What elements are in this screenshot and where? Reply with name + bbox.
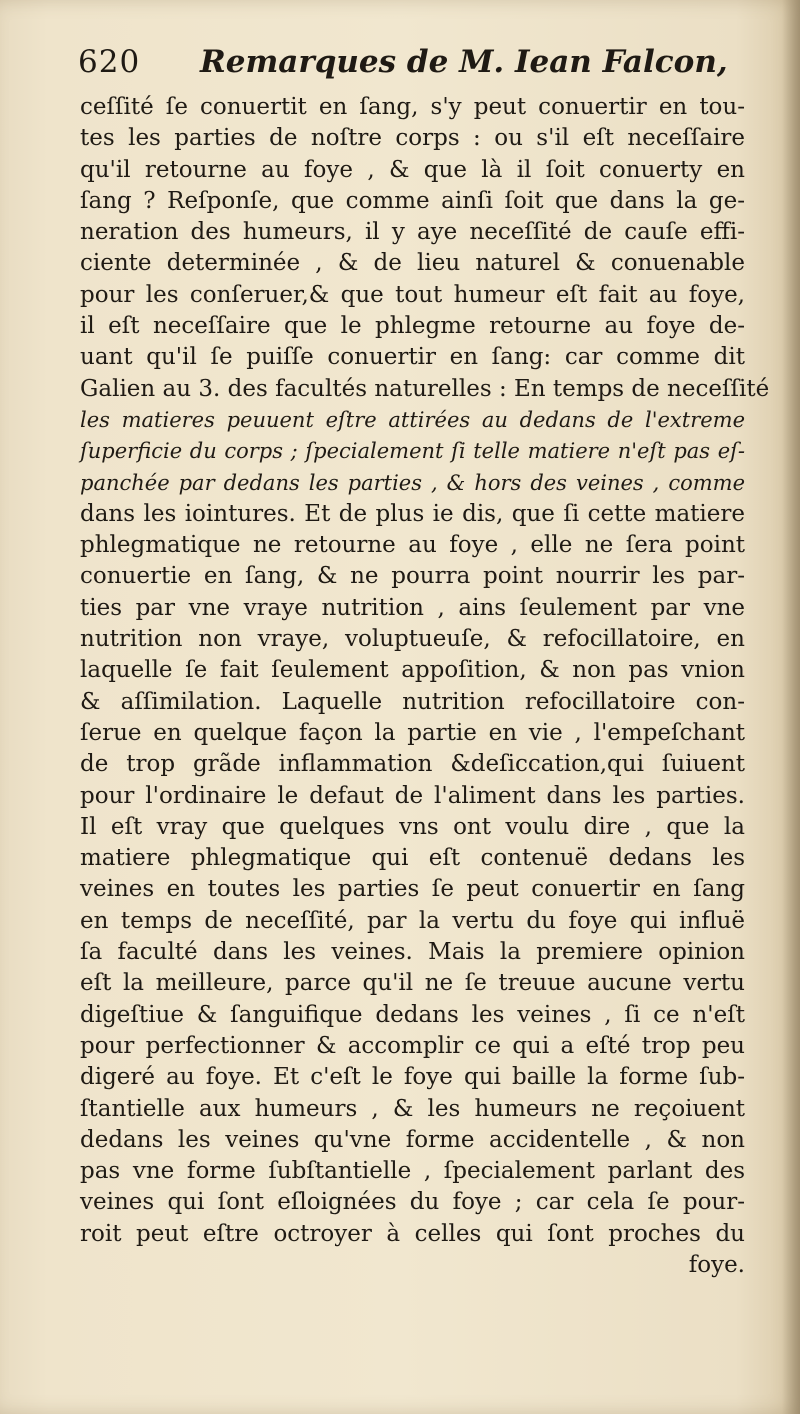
running-head	[78, 44, 758, 94]
text-line: tes les parties de noſtre corps : ou s'il eſt neceſſaire	[80, 125, 745, 152]
text-line: Galien au 3. des facultés naturelles : En temps de neceſſité	[80, 375, 770, 402]
text-line: ſa faculté dans les veines. Mais la premiere opinion	[80, 939, 745, 966]
quotation-line: ſuperficie du corps ; ſpecialement ſi telle matiere n'eſt pas eſ-	[80, 439, 745, 464]
text-line: ſtantielle aux humeurs , & les humeurs ne reçoiuent	[80, 1095, 745, 1122]
text-line: veines qui ſont eſloignées du foye ; car cela ſe pour-	[80, 1189, 745, 1216]
text-line: phlegmatique ne retourne au foye , elle ne ſera point	[80, 532, 745, 559]
text-line: laquelle ſe fait ſeulement appoſition, & non pas vnion	[80, 657, 745, 684]
text-line: roit peut eſtre octroyer à celles qui ſont proches du	[80, 1220, 745, 1247]
text-line: en temps de neceſſité, par la vertu du foye qui influë	[80, 907, 745, 934]
text-line: Il eſt vray que quelques vns ont voulu dire , que la	[80, 813, 745, 840]
text-line: conuertie en ſang, & ne pourra point nourrir les par-	[80, 563, 745, 590]
quotation-line: panchée par dedans les parties , & hors des veines , comme	[80, 470, 745, 495]
text-line: pour les conſeruer,& que tout humeur eſt fait au foye,	[80, 281, 745, 308]
text-line: nutrition non vraye, voluptueuſe, & refocillatoire, en	[80, 626, 745, 653]
text-line: dans les iointures. Et de plus ie dis, que ſi cette matiere	[80, 500, 745, 527]
text-line: ties par vne vraye nutrition , ains ſeulement par vne	[80, 594, 745, 621]
text-line: ſang ? Reſponſe, que comme ainſi ſoit que dans la ge-	[80, 187, 745, 214]
text-line: veines en toutes les parties ſe peut conuertir en ſang	[80, 876, 745, 903]
text-line: digeré au foye. Et c'eſt le foye qui baille la forme ſub-	[80, 1064, 745, 1091]
text-line: pas vne forme ſubſtantielle , ſpecialement parlant des	[80, 1158, 745, 1185]
text-line: il eſt neceſſaire que le phlegme retourne au foye de-	[80, 313, 745, 340]
text-line: ciente determinée , & de lieu naturel & conuenable	[80, 250, 745, 277]
text-line: ſerue en quelque façon la partie en vie , l'empeſchant	[80, 719, 745, 746]
page-gutter-shadow	[782, 0, 800, 1414]
text-line: uant qu'il ſe puiſſe conuertir en ſang: car comme dit	[80, 344, 745, 371]
body-text	[80, 92, 770, 1281]
text-line: eſt la meilleure, parce qu'il ne ſe treuue aucune vertu	[80, 970, 745, 997]
text-line: de trop grãde inflammation &deſiccation,qui ſuiuent	[80, 751, 745, 778]
running-title: Remarques de M. Iean Falcon,	[200, 44, 728, 80]
text-line: ceſſité ſe conuertit en ſang, s'y peut conuertir en tou-	[80, 94, 745, 120]
text-line: neration des humeurs, il y aye neceſſité de cauſe effi-	[80, 219, 745, 246]
text-line: matiere phlegmatique qui eſt contenuë dedans les	[80, 845, 745, 872]
catchword-line: foye.	[688, 1251, 745, 1278]
text-line: digeſtiue & ſanguifique dedans les veines , ſi ce n'eſt	[80, 1001, 745, 1028]
text-line: & aſſimilation. Laquelle nutrition refocillatoire con-	[80, 688, 745, 715]
page-number: 620	[78, 44, 141, 80]
text-line: dedans les veines qu'vne forme accidentelle , & non	[80, 1126, 745, 1153]
text-line: pour perfectionner & accomplir ce qui a eſté trop peu	[80, 1032, 745, 1059]
text-line: pour l'ordinaire le defaut de l'aliment dans les parties.	[80, 782, 745, 809]
text-line: qu'il retourne au foye , & que là il ſoit conuerty en	[80, 156, 745, 183]
quotation-line: les matieres peuuent eſtre attirées au dedans de l'extreme	[80, 407, 745, 432]
